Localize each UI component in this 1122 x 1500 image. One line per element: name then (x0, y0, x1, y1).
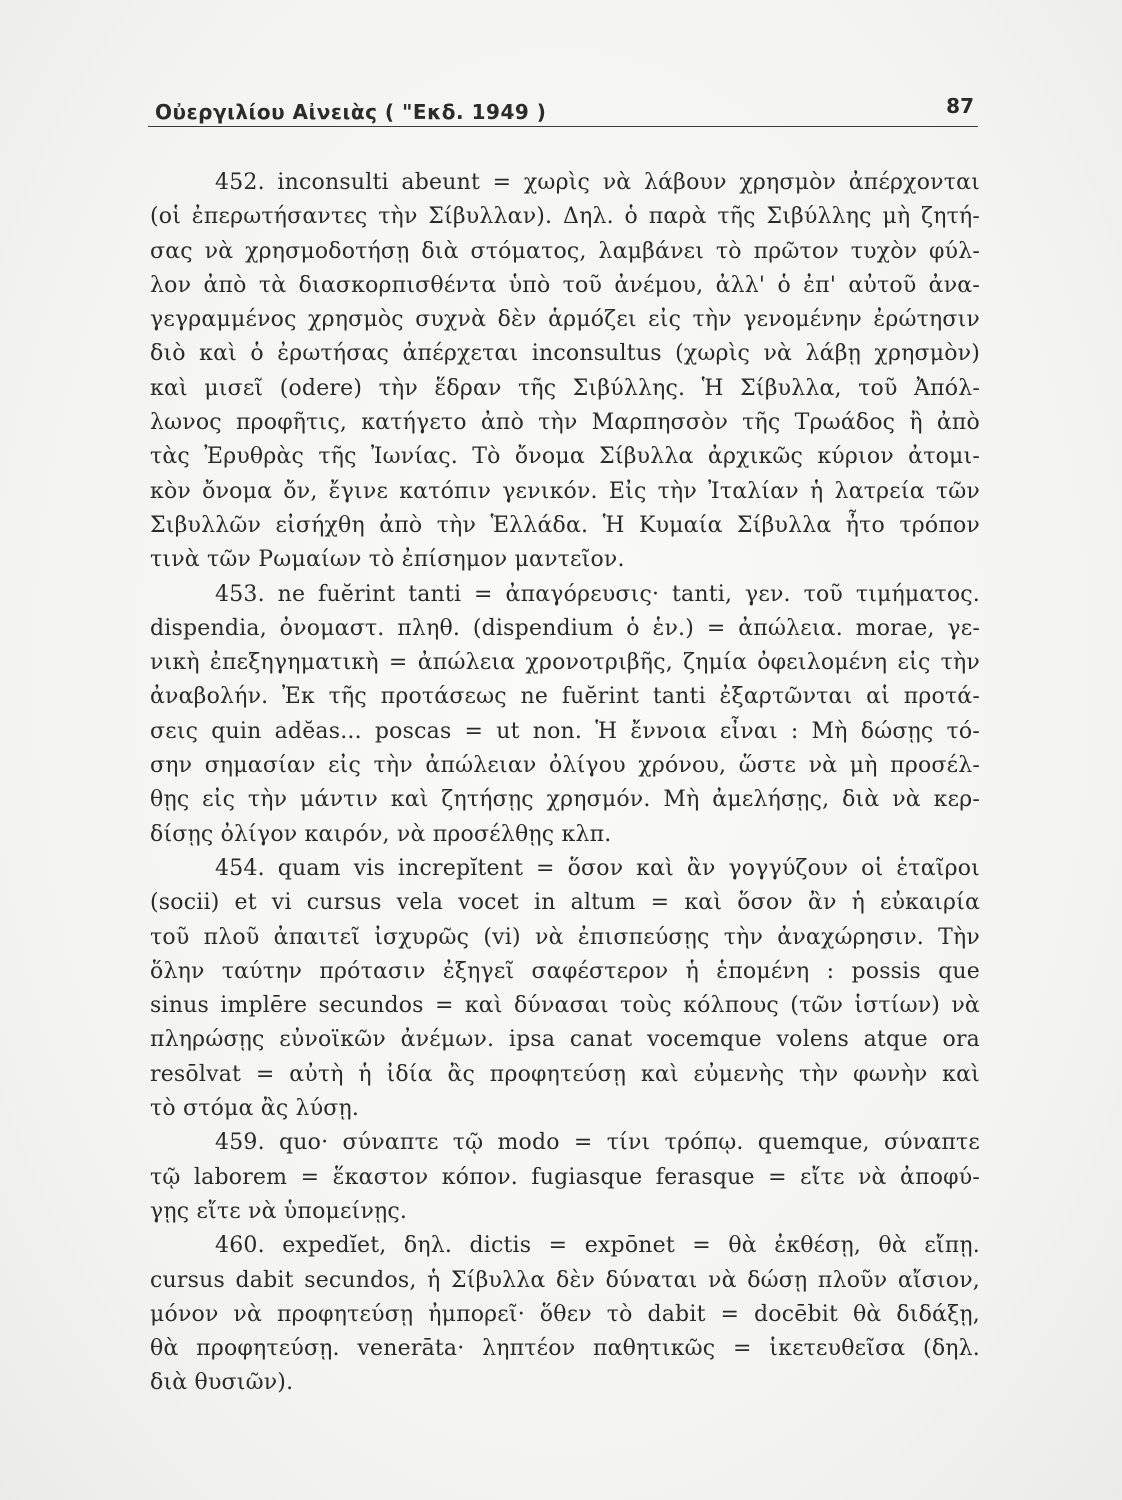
page-number: 87 (946, 94, 974, 118)
text-line: 460. expedĭet, δηλ. dictis = expōnet = θὰ ἐκθέσῃ, θὰ εἴπῃ. (215, 1233, 980, 1259)
text-line: θῃς εἰς τὴν μάντιν καὶ ζητήσῃς χρησμόν. Μὴ ἀμελήσῃς, διὰ νὰ κερ- (150, 787, 980, 813)
running-header (148, 90, 978, 127)
commentary-body (150, 166, 980, 1401)
text-line: sinus implēre secundos = καὶ δύνασαι τοὺς κόλπους (τῶν ἱστίων) νὰ (150, 993, 980, 1019)
text-line: νικὴ ἐπεξηγηματικὴ = ἀπώλεια χρονοτριβῆς, ζημία ὀφειλομένη εἰς τὴν (150, 650, 980, 676)
text-line: πληρώσῃς εὐνοϊκῶν ἀνέμων. ipsa canat vocemque volens atque ora (150, 1027, 980, 1053)
text-line: μόνον νὰ προφητεύσῃ ἠμπορεῖ· ὅθεν τὸ dabit = docēbit θὰ διδάξῃ, (150, 1301, 980, 1327)
text-line: τοῦ πλοῦ ἀπαιτεῖ ἰσχυρῶς (vi) νὰ ἐπισπεύσῃς τὴν ἀναχώρησιν. Τὴν (150, 924, 980, 950)
text-line: σεις quin adĕas... poscas = ut non. Ἡ ἔννοια εἶναι : Μὴ δώσῃς τό- (150, 718, 980, 744)
text-line: σην σημασίαν εἰς τὴν ἀπώλειαν ὀλίγου χρόνου, ὥστε νὰ μὴ προσέλ- (150, 753, 980, 779)
running-title: Οὐεργιλίου Αἰνειὰς ( "Εκδ. 1949 ) (155, 100, 547, 124)
text-line: τινὰ τῶν Ρωμαίων τὸ ἐπίσημον μαντεῖον. (150, 547, 625, 573)
text-line: τὰς Ἐρυθρὰς τῆς Ἰωνίας. Τὸ ὄνομα Σίβυλλα ἀρχικῶς κύριον ἀτομι- (150, 444, 980, 470)
text-line: 459. quo· σύναπτε τῷ modo = τίνι τρόπῳ. quemque, σύναπτε (215, 1130, 980, 1156)
text-line: Σιβυλλῶν εἰσήχθη ἀπὸ τὴν Ἑλλάδα. Ἡ Κυμαία Σίβυλλα ἦτο τρόπον (150, 512, 980, 538)
text-line: 452. inconsulti abeunt = χωρὶς νὰ λάβουν χρησμὸν ἀπέρχονται (215, 170, 980, 195)
text-line: ἀναβολήν. Ἐκ τῆς προτάσεως ne fuĕrint tanti ἐξαρτῶνται αἱ προτά- (150, 684, 980, 710)
text-line: λον ἀπὸ τὰ διασκορπισθέντα ὑπὸ τοῦ ἀνέμου, ἀλλ' ὁ ἐπ' αὐτοῦ ἀνα- (150, 272, 980, 298)
text-line: ὅλην ταύτην πρότασιν ἐξηγεῖ σαφέστερον ἡ ἑπομένη : possis que (150, 958, 980, 984)
text-line: 454. quam vis increpĭtent = ὅσον καὶ ἂν γογγύζουν οἱ ἑταῖροι (215, 855, 980, 881)
text-line: dispendia, ὀνομαστ. πληθ. (dispendium ὁ ἑν.) = ἀπώλεια. morae, γε- (150, 615, 980, 641)
text-line: λωνος προφῆτις, κατήγετο ἀπὸ τὴν Μαρπησσὸν τῆς Τρωάδος ἢ ἀπὸ (150, 410, 980, 436)
text-line: δίσῃς ὀλίγον καιρόν, νὰ προσέλθῃς κλπ. (150, 821, 612, 847)
text-line: διὰ θυσιῶν). (150, 1370, 294, 1396)
text-line: γῃς εἴτε νὰ ὑπομείνῃς. (150, 1198, 408, 1224)
text-line: διὸ καὶ ὁ ἐρωτήσας ἀπέρχεται inconsultus (χωρὶς νὰ λάβῃ χρησμὸν) (150, 341, 980, 367)
text-line: γεγραμμένος χρησμὸς συχνὰ δὲν ἁρμόζει εἰς τὴν γενομένην ἐρώτησιν (150, 307, 980, 333)
text-line: τῷ laborem = ἕκαστον κόπον. fugiasque ferasque = εἴτε νὰ ἀποφύ- (150, 1164, 980, 1190)
text-line: σας νὰ χρησμοδοτήσῃ διὰ στόματος, λαμβάνει τὸ πρῶτον τυχὸν φύλ- (150, 238, 980, 264)
text-line: cursus dabit secundos, ἡ Σίβυλλα δὲν δύναται νὰ δώσῃ πλοῦν αἴσιον, (150, 1267, 980, 1293)
text-line: 453. ne fuĕrint tanti = ἀπαγόρευσις· tanti, γεν. τοῦ τιμήματος. (215, 581, 980, 607)
text-line: τὸ στόμα ἂς λύσῃ. (150, 1096, 360, 1122)
text-line: (socii) et vi cursus vela vocet in altum = καὶ ὅσον ἂν ἡ εὐκαιρία (150, 890, 980, 916)
text-line: resōlvat = αὐτὴ ἡ ἰδία ἂς προφητεύσῃ καὶ εὐμενὴς τὴν φωνὴν καὶ (150, 1061, 980, 1087)
text-line: (οἱ ἐπερωτήσαντες τὴν Σίβυλλαν). Δηλ. ὁ παρὰ τῆς Σιβύλλης μὴ ζητή- (150, 204, 980, 230)
text-line: καὶ μισεῖ (odere) τὴν ἕδραν τῆς Σιβύλλης. Ἡ Σίβυλλα, τοῦ Ἀπόλ- (150, 375, 980, 401)
text-line: κὸν ὄνομα ὄν, ἔγινε κατόπιν γενικόν. Εἰς τὴν Ἰταλίαν ἡ λατρεία τῶν (150, 478, 980, 504)
text-line: θὰ προφητεύσῃ. venerāta· ληπτέον παθητικῶς = ἱκετευθεῖσα (δηλ. (150, 1336, 980, 1362)
